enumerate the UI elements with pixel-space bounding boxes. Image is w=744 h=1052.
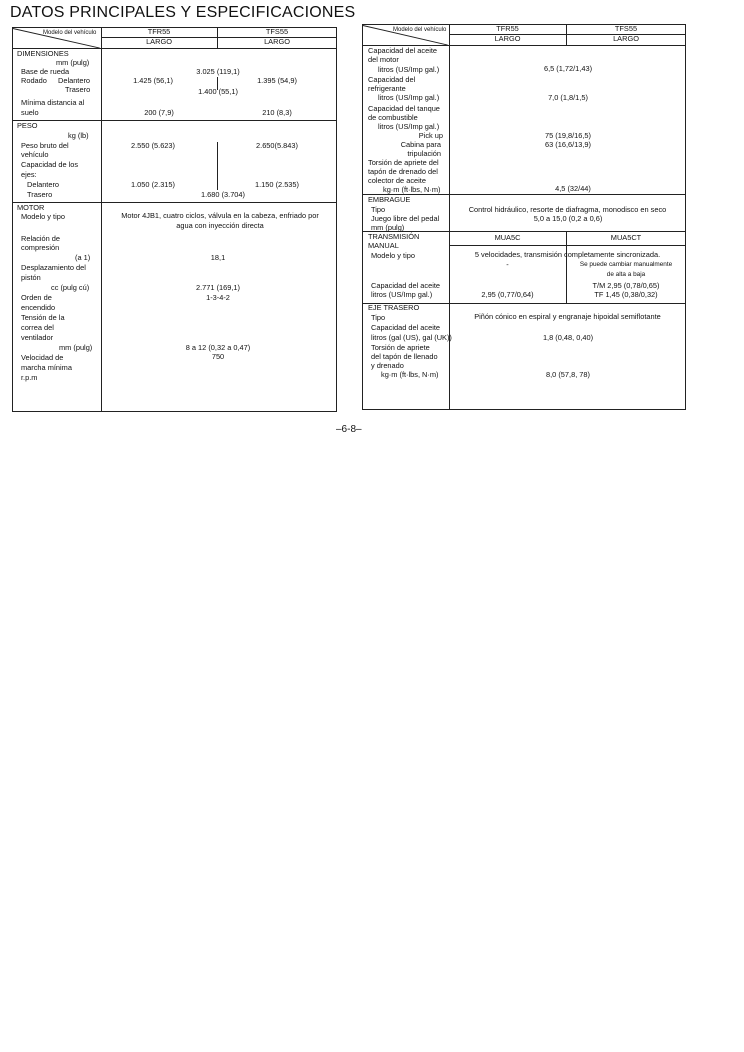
refrigerante-unit: litros (US/Imp gal.): [378, 93, 440, 102]
left-spec-table: [12, 27, 337, 412]
motor-desp-label-1: Desplazamiento del: [21, 263, 86, 272]
section-heading-transmision: TRANSMISIÓN: [368, 232, 420, 241]
col-sub-largo-1: LARGO: [146, 37, 172, 46]
combustible-label-1: Capacidad del tanque: [368, 104, 440, 113]
section-heading-embrague: EMBRAGUE: [368, 195, 411, 204]
dim-trasero-value: 1.400 (55,1): [198, 87, 238, 96]
aceite-motor-value: 6,5 (1,72/1,43): [543, 64, 593, 73]
trans-modelo-value: 5 velocidades, transmisión completamente sincronizada.: [474, 250, 661, 259]
eje-tor-unit: kg·m (ft·lbs, N·m): [381, 370, 439, 379]
trans-cap-v1: 2,95 (0,77/0,64): [481, 290, 534, 299]
torsion-carter-label-1: Torsión de apriete del: [368, 158, 439, 167]
refrigerante-value: 7,0 (1,8/1,5): [548, 93, 588, 102]
trans-col-mua5ct: MUA5CT: [610, 233, 642, 242]
combustible-cabina-label: Cabina para: [400, 140, 441, 149]
peso-unit: kg (lb): [68, 131, 89, 140]
combustible-unit: litros (US/Imp gal.): [378, 122, 440, 131]
peso-bruto-v1: 2.550 (5.623): [131, 141, 175, 150]
model-label: Modelo del vehículo: [43, 30, 97, 36]
eje-tor-value: 8,0 (57,8, 78): [546, 370, 590, 379]
motor-vel-label-1: Velocidad de: [21, 353, 64, 362]
trans-cap-label-2: litros (US/Imp gal.): [371, 290, 433, 299]
motor-tension-value: 8 a 12 (0,32 a 0,47): [185, 343, 251, 352]
motor-modelo-v1: Motor 4JB1, cuatro ciclos, válvula en la cabeza, enfriado por: [121, 211, 319, 220]
section-heading-motor: MOTOR: [17, 203, 45, 212]
trans-col-mua5c: MUA5C: [494, 233, 521, 242]
dim-base-label: Base de rueda: [21, 67, 70, 76]
motor-rel-label-1: Relación de: [21, 234, 61, 243]
dim-min-v2: 210 (8,3): [262, 108, 292, 117]
peso-bruto-label-1: Peso bruto del: [21, 141, 69, 150]
eje-cap-label-1: Capacidad del aceite: [371, 323, 441, 332]
motor-desp-value: 2.771 (169,1): [196, 283, 240, 292]
dim-delantero-label: Delantero: [58, 76, 91, 85]
motor-desp-label-2: pistón: [21, 273, 41, 282]
motor-vel-value: 750: [211, 352, 225, 361]
peso-delantero-v1: 1.050 (2.315): [131, 180, 175, 189]
peso-bruto-v2: 2.650(5.843): [256, 141, 298, 150]
section-heading-peso: PESO: [17, 121, 38, 130]
refrigerante-label-1: Capacidad del: [368, 75, 416, 84]
embrague-juego-unit: mm (pulg): [371, 223, 405, 232]
col-header-tfr55: TFR55: [147, 27, 171, 36]
peso-trasero-value: 1.680 (3.704): [201, 190, 245, 199]
trans-note-1: Se puede cambiar manualmente: [579, 261, 673, 268]
embrague-juego-value: 5,0 a 15,0 (0,2 a 0,6): [533, 214, 603, 223]
motor-tension-label-3: ventilador: [21, 333, 54, 342]
page-number: –6-8–: [336, 424, 362, 435]
motor-modelo-v2: agua con inyección directa: [176, 221, 264, 230]
eje-tor-label-2: del tapón de llenado: [371, 352, 438, 361]
dim-rodado-label: Rodado: [21, 76, 47, 85]
motor-rel-label-2: compresión: [21, 243, 60, 252]
aceite-motor-unit: litros (US/Imp gal.): [378, 65, 440, 74]
trans-cap-v2a: T/M 2,95 (0,78/0,65): [592, 281, 660, 290]
dim-min-label-2: suelo: [21, 108, 39, 117]
r-col-sub-largo-2: LARGO: [613, 34, 639, 43]
embrague-tipo-label: Tipo: [371, 205, 386, 214]
combustible-cabina-label-2: tripulación: [407, 149, 441, 158]
embrague-tipo-value: Control hidráulico, resorte de diafragma, monodisco en seco: [468, 205, 667, 214]
eje-tipo-value: Piñón cónico en espiral y engranaje hipoidal semiflotante: [474, 312, 661, 321]
section-heading-eje-trasero: EJE TRASERO: [368, 303, 420, 312]
torsion-carter-value: 4,5 (32/44): [555, 184, 591, 193]
motor-tension-label-1: Tensión de la: [21, 313, 65, 322]
dim-delantero-v1: 1.425 (56,1): [133, 76, 173, 85]
dim-min-v1: 200 (7,9): [144, 108, 174, 117]
trans-modelo-label: Modelo y tipo: [371, 251, 415, 260]
motor-orden-label-2: encendido: [21, 303, 56, 312]
combustible-cabina-value: 63 (16,6/13,9): [544, 140, 592, 149]
dim-delantero-v2: 1.395 (54,9): [257, 76, 297, 85]
torsion-carter-label-3: colector de aceite: [368, 176, 426, 185]
motor-orden-label-1: Orden de: [21, 293, 52, 302]
combustible-pickup-value: 75 (19,8/16,5): [544, 131, 592, 140]
peso-cap-label-1: Capacidad de los: [21, 160, 79, 169]
motor-rel-unit: (a 1): [75, 253, 91, 262]
embrague-juego-label: Juego libre del pedal: [371, 214, 440, 223]
eje-tipo-label: Tipo: [371, 313, 386, 322]
section-heading-dimensiones: DIMENSIONES: [17, 49, 69, 58]
motor-vel-label-3: r.p.m: [21, 373, 38, 382]
section-heading-manual: MANUAL: [368, 241, 399, 250]
motor-modelo-label: Modelo y tipo: [21, 212, 65, 221]
page-title: DATOS PRINCIPALES Y ESPECIFICACIONES: [10, 4, 356, 21]
eje-cap-label-2: litros (gal (US), gal (UK)): [371, 333, 452, 342]
right-spec-table: [362, 24, 686, 410]
dim-unit: mm (pulg): [56, 58, 90, 67]
peso-trasero-label: Trasero: [27, 190, 53, 199]
peso-delantero-label: Delantero: [27, 180, 60, 189]
eje-cap-value: 1,8 (0,48, 0,40): [542, 333, 594, 342]
dim-base-value: 3.025 (119,1): [196, 67, 240, 76]
combustible-label-2: de combustible: [368, 113, 418, 122]
motor-vel-label-2: marcha mínima: [21, 363, 72, 372]
refrigerante-label-2: refrigerante: [368, 84, 406, 93]
dim-trasero-label: Trasero: [65, 85, 91, 94]
eje-tor-label-1: Torsión de apriete: [371, 343, 430, 352]
peso-delantero-v2: 1.150 (2.535): [255, 180, 299, 189]
trans-cap-v2b: TF 1,45 (0,38/0,32): [594, 290, 658, 299]
col-sub-largo-2: LARGO: [264, 37, 290, 46]
trans-dash: -: [506, 260, 509, 269]
r-col-header-tfs55: TFS55: [614, 24, 638, 33]
r-col-header-tfr55: TFR55: [496, 24, 519, 33]
trans-cap-label-1: Capacidad del aceite: [371, 281, 441, 290]
motor-desp-unit: cc (pulg cú): [51, 283, 90, 292]
combustible-pickup-label: Pick up: [418, 131, 443, 140]
dim-min-label-1: Mínima distancia al: [21, 98, 85, 107]
motor-orden-value: 1-3-4-2: [206, 293, 230, 302]
peso-bruto-label-2: vehículo: [21, 150, 49, 159]
r-model-label: Modelo del vehículo: [393, 27, 447, 33]
aceite-motor-label-2: del motor: [368, 55, 399, 64]
r-col-sub-largo-1: LARGO: [494, 34, 521, 43]
motor-tension-unit: mm (pulg): [59, 343, 93, 352]
aceite-motor-label-1: Capacidad del aceite: [368, 46, 438, 55]
motor-tension-label-2: correa del: [21, 323, 54, 332]
torsion-carter-label-2: tapón de drenado del: [368, 167, 438, 176]
col-header-tfs55: TFS55: [265, 27, 289, 36]
trans-note-2: de alta a baja: [606, 271, 646, 278]
eje-tor-label-3: y drenado: [371, 361, 404, 370]
peso-cap-label-2: ejes:: [21, 170, 37, 179]
torsion-carter-unit: kg·m (ft·lbs, N·m): [383, 185, 441, 194]
motor-rel-value: 18,1: [210, 253, 226, 262]
